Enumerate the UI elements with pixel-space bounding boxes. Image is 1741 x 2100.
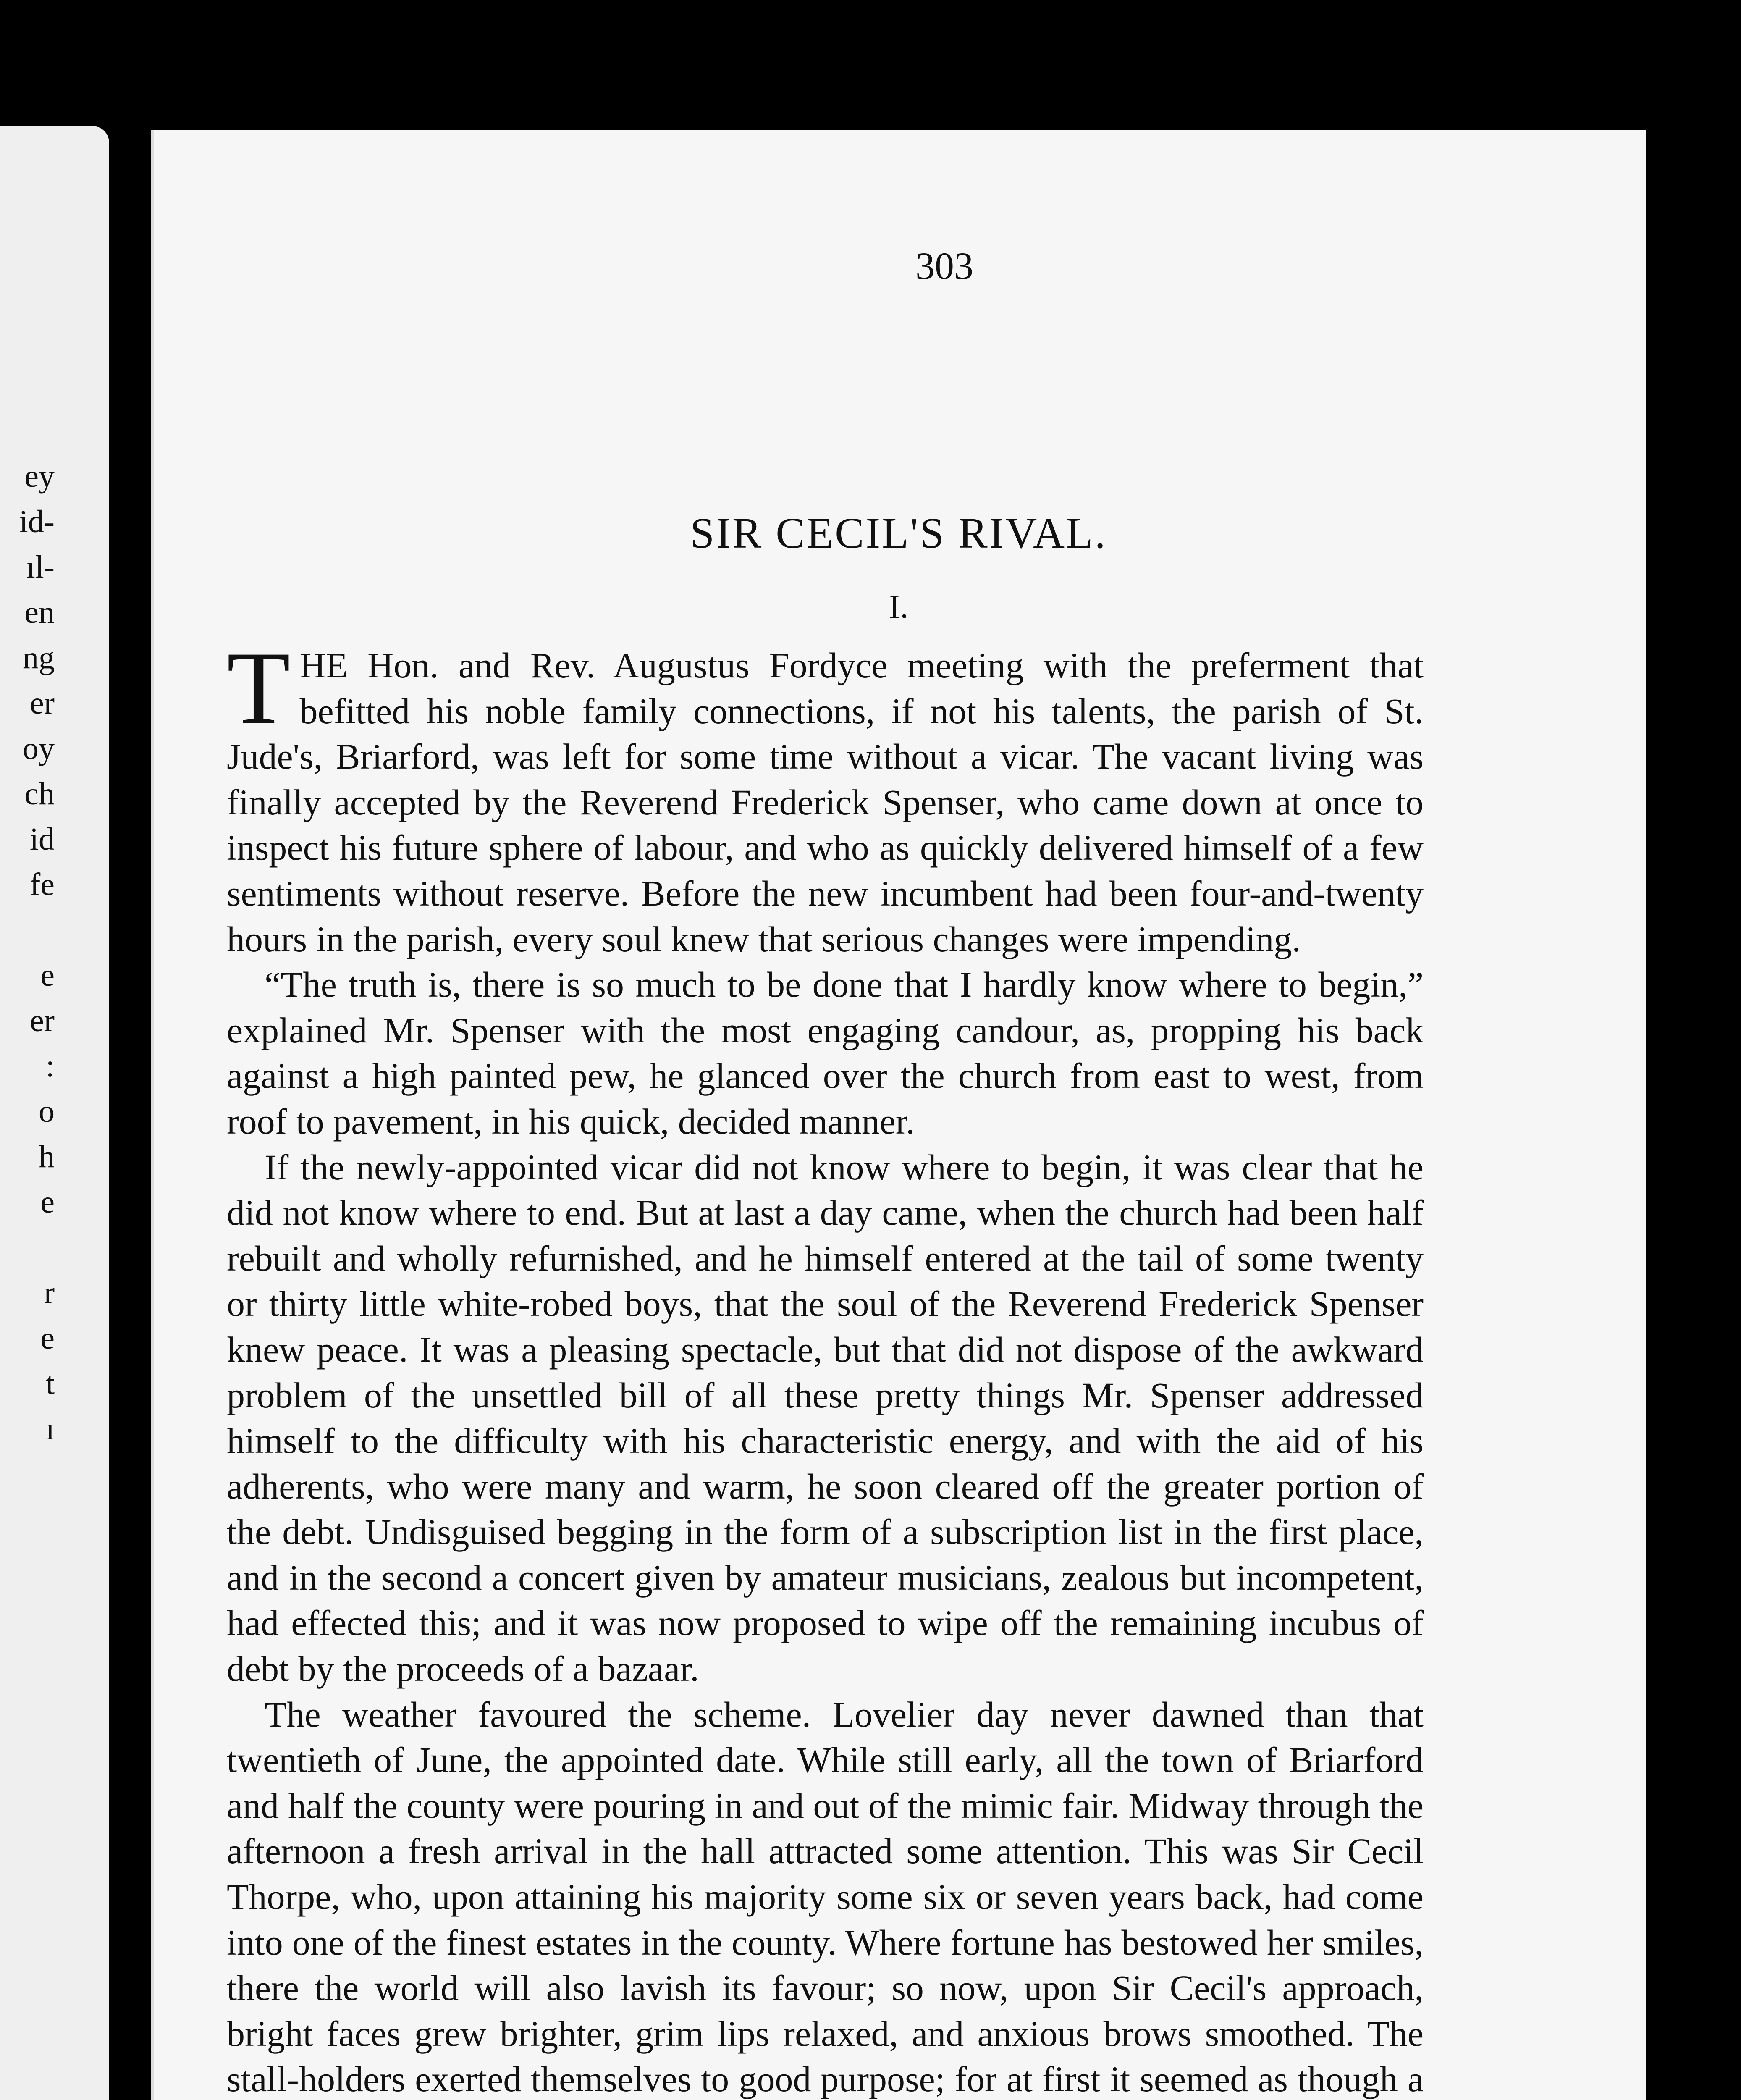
paragraph xyxy=(227,630,1424,962)
body-text xyxy=(227,630,1424,2100)
page-number: 303 xyxy=(915,244,973,287)
facing-fragment: ıl- xyxy=(26,549,55,585)
paragraph-text: HE Hon. and Rev. Augustus Fordyce meeting with the preferment that befitted his noble family connections, if not his talents, the parish of St. Jude's, Briarford, was left for some time without a vicar. The vacant living was finally accepted by the Reverend Frederick Spenser, who came down at once to inspect his future sphere of labour, and who as quickly delivered himself of a few sentiments without reserve. Before the new incumbent had been four-and-twenty hours in the parish, every soul knew that serious changes were impending. xyxy=(227,645,1424,959)
facing-fragment: ch xyxy=(24,776,55,811)
facing-fragment: e xyxy=(40,1320,55,1356)
paragraph: The weather favoured the scheme. Lovelier day never dawned than that twentieth of June, the appointed date. While still early, all the town of Briarford and half the county were pouring in and out of the mimic fair. Midway through the afternoon a fresh arrival in the hall attracted some attention. This was Sir Cecil Thorpe, who, upon attaining his majority some six or seven years back, had come into one of the finest estates in the county. Where fortune has bestowed her smiles, there the world will also lavish its favour; so now, upon Sir Cecil's approach, bright faces grew brighter, grim lips relaxed, and anxious brows smoothed. The stall-holders exerted themselves to good purpose; for at first it seemed as though a xyxy=(227,1694,1424,2100)
facing-fragment: t xyxy=(45,1366,55,1401)
facing-fragment: e xyxy=(40,958,55,993)
facing-fragment: e xyxy=(40,1184,55,1220)
facing-fragment: ey xyxy=(24,459,55,494)
facing-fragment: o xyxy=(39,1094,55,1129)
facing-page-edge xyxy=(0,126,109,2100)
facing-fragment xyxy=(0,907,55,953)
facing-fragment: h xyxy=(39,1139,55,1174)
facing-fragment: er xyxy=(29,685,55,721)
paragraph: If the newly-appointed vicar did not know where to begin, it was clear that he did not know where to end. But at last a day came, when the church had been half rebuilt and wholly refurnished, and he himself entered at the tail of some twenty or thirty little white-robed boys, that the soul of the Reverend Frederick Spenser knew peace. It was a pleasing spectacle, but that did not dispose of the awkward problem of the unsettled bill of all these pretty things Mr. Spenser addressed himself to the difficulty with his characteristic energy, and with the aid of his adherents, who were many and warm, he soon cleared off the greater portion of the debt. Undisguised begging in the form of a subscription list in the first place, and in the second a concert given by amateur musicians, zealous but incompetent, had effected this; and it was now proposed to wipe off the remaining incubus of debt by the proceeds of a bazaar. xyxy=(227,1147,1424,1689)
book-page xyxy=(151,130,1646,2100)
facing-fragment: : xyxy=(45,1048,55,1084)
facing-fragment: id- xyxy=(19,504,55,539)
facing-fragment: fe xyxy=(29,867,55,902)
facing-fragment: er xyxy=(29,1003,55,1038)
facing-fragment: id xyxy=(29,822,55,857)
facing-fragment: r xyxy=(44,1275,55,1310)
facing-fragment: oy xyxy=(23,731,55,766)
drop-cap: T xyxy=(227,630,291,746)
facing-fragment: en xyxy=(24,595,55,630)
facing-page-text xyxy=(0,454,55,1452)
facing-fragment xyxy=(0,1225,55,1270)
facing-fragment: ng xyxy=(23,640,55,675)
chapter-title: SIR CECIL'S RIVAL. xyxy=(690,509,1107,557)
facing-fragment: ı xyxy=(45,1411,55,1446)
paragraph: “The truth is, there is so much to be done that I hardly know where to begin,” explained Mr. Spenser with the most engaging candour, as, propping his back against a high painted pew, he glanced over the church from east to west, from roof to pavement, in his quick, decided manner. xyxy=(227,964,1424,1142)
section-number: I. xyxy=(889,588,909,625)
